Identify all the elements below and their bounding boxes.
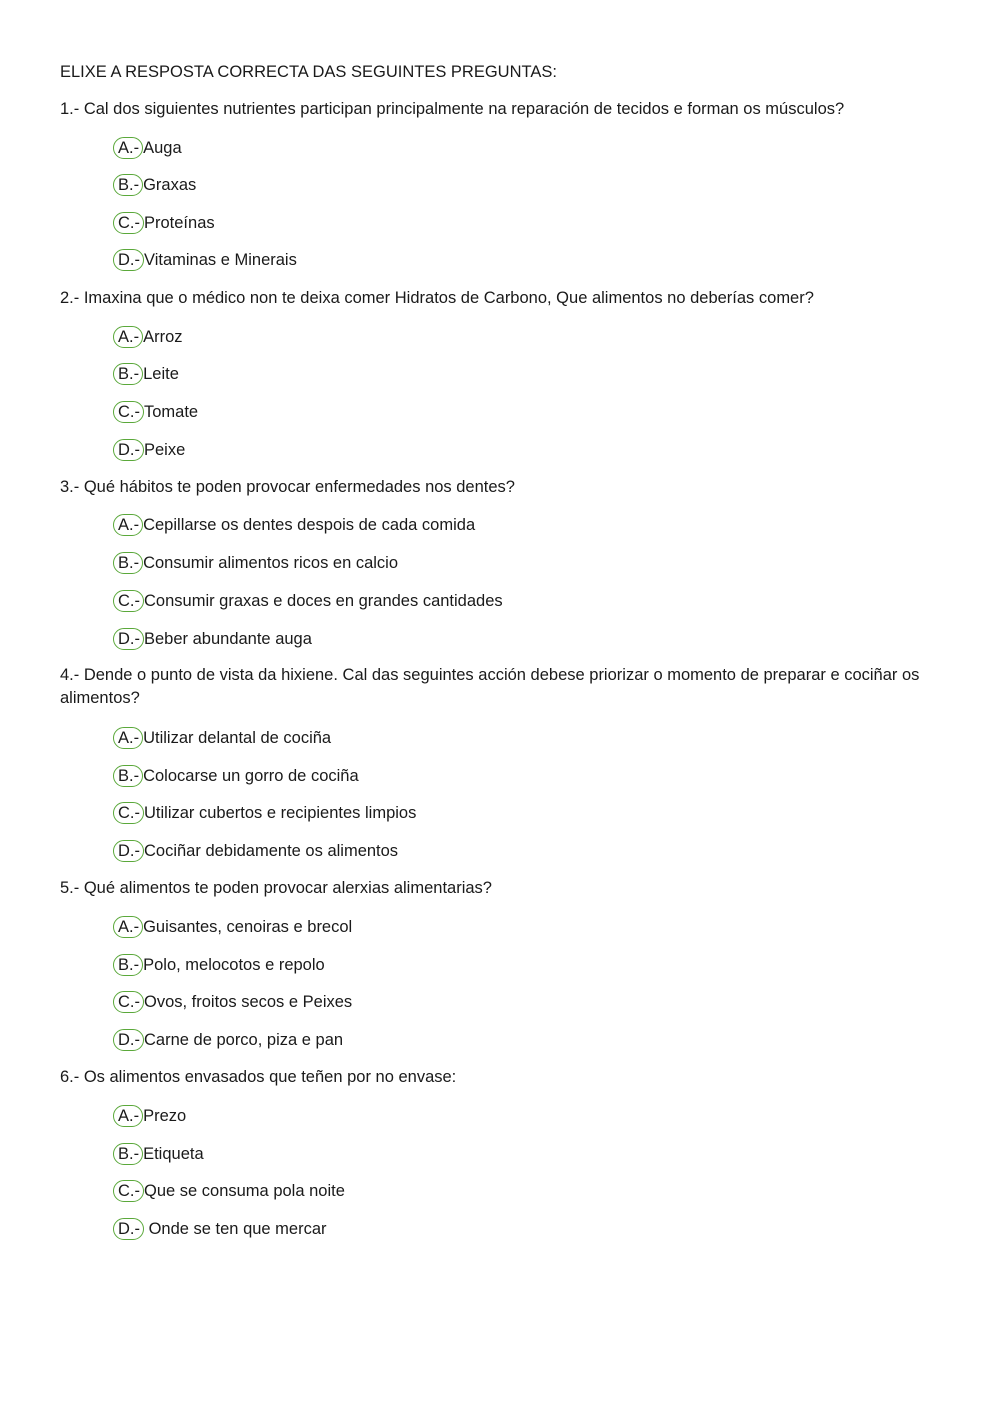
option-letter[interactable]: D.- [113, 1218, 144, 1240]
q1-option-a[interactable] [113, 136, 182, 160]
option-text: Carne de porco, piza e pan [144, 1031, 344, 1049]
option-text: Consumir graxas e doces en grandes cantidades [144, 592, 503, 610]
option-letter[interactable]: C.- [113, 802, 144, 824]
option-letter[interactable]: C.- [113, 401, 144, 423]
option-letter[interactable]: B.- [113, 363, 143, 385]
option-letter[interactable]: A.- [113, 1105, 143, 1127]
q2-option-d[interactable] [113, 438, 185, 462]
q4-option-b[interactable] [113, 764, 359, 788]
q6-option-d[interactable] [113, 1217, 327, 1241]
q2-option-b[interactable] [113, 362, 179, 386]
option-text: Polo, melocotos e repolo [143, 956, 325, 974]
option-letter[interactable]: D.- [113, 439, 144, 461]
option-letter[interactable]: D.- [113, 249, 144, 271]
q4-option-c[interactable] [113, 801, 416, 825]
option-text: Cepillarse os dentes despois de cada comida [143, 516, 476, 534]
option-letter[interactable]: D.- [113, 840, 144, 862]
option-letter[interactable]: C.- [113, 1180, 144, 1202]
q6-option-c[interactable] [113, 1179, 345, 1203]
q4-option-a[interactable] [113, 726, 331, 750]
option-text: Peixe [144, 441, 186, 459]
q3-option-a[interactable] [113, 513, 475, 537]
option-text: Etiqueta [143, 1145, 204, 1163]
option-text: Guisantes, cenoiras e brecol [143, 918, 353, 936]
option-letter[interactable]: C.- [113, 212, 144, 234]
option-letter[interactable]: B.- [113, 1143, 143, 1165]
option-text: Leite [143, 365, 179, 383]
option-letter[interactable]: C.- [113, 991, 144, 1013]
q2-option-a[interactable] [113, 325, 183, 349]
option-letter[interactable]: D.- [113, 1029, 144, 1051]
q4-option-d[interactable] [113, 839, 398, 863]
q3-option-d[interactable] [113, 627, 312, 651]
q6-option-a[interactable] [113, 1104, 186, 1128]
option-letter[interactable]: A.- [113, 326, 143, 348]
option-text: Auga [143, 139, 182, 157]
q5-option-d[interactable] [113, 1028, 343, 1052]
option-text: Consumir alimentos ricos en calcio [143, 554, 399, 572]
option-text: Arroz [143, 328, 183, 346]
q1-option-c[interactable] [113, 211, 215, 235]
option-letter[interactable]: B.- [113, 174, 143, 196]
question-2: 2.- Imaxina que o médico non te deixa comer Hidratos de Carbono, Que alimentos no deberías comer? [60, 289, 814, 307]
option-letter[interactable]: C.- [113, 590, 144, 612]
option-letter[interactable]: A.- [113, 916, 143, 938]
q6-option-b[interactable] [113, 1142, 204, 1166]
option-letter[interactable]: B.- [113, 765, 143, 787]
page-title: ELIXE A RESPOSTA CORRECTA DAS SEGUINTES PREGUNTAS: [60, 63, 557, 81]
option-letter[interactable]: D.- [113, 628, 144, 650]
question-5: 5.- Qué alimentos te poden provocar alerxias alimentarias? [60, 879, 492, 897]
option-text: Proteínas [144, 214, 215, 232]
option-text: Colocarse un gorro de cociña [143, 767, 359, 785]
question-4: 4.- Dende o punto de vista da hixiene. Cal das seguintes acción debese priorizar o momento de preparar e cociñar os alimentos? [60, 666, 920, 707]
option-text: Utilizar cubertos e recipientes limpios [144, 804, 417, 822]
q3-option-b[interactable] [113, 551, 398, 575]
option-letter[interactable]: B.- [113, 954, 143, 976]
option-letter[interactable]: B.- [113, 552, 143, 574]
option-text: Vitaminas e Minerais [144, 251, 297, 269]
option-text: Beber abundante auga [144, 630, 312, 648]
option-text: Ovos, froitos secos e Peixes [144, 993, 353, 1011]
option-text: Onde se ten que mercar [144, 1220, 327, 1238]
question-1: 1.- Cal dos siguientes nutrientes participan principalmente na reparación de tecidos e forman os músculos? [60, 100, 845, 118]
question-3: 3.- Qué hábitos te poden provocar enfermedades nos dentes? [60, 478, 515, 496]
option-text: Utilizar delantal de cociña [143, 729, 332, 747]
option-text: Cociñar debidamente os alimentos [144, 842, 399, 860]
q1-option-d[interactable] [113, 248, 297, 272]
q1-option-b[interactable] [113, 173, 196, 197]
option-letter[interactable]: A.- [113, 727, 143, 749]
option-text: Graxas [143, 176, 197, 194]
option-letter[interactable]: A.- [113, 514, 143, 536]
option-text: Que se consuma pola noite [144, 1182, 345, 1200]
option-letter[interactable]: A.- [113, 137, 143, 159]
q5-option-b[interactable] [113, 953, 325, 977]
option-text: Prezo [143, 1107, 187, 1125]
option-text: Tomate [144, 403, 199, 421]
question-6: 6.- Os alimentos envasados que teñen por no envase: [60, 1068, 457, 1086]
q2-option-c[interactable] [113, 400, 198, 424]
q3-option-c[interactable] [113, 589, 503, 613]
q5-option-c[interactable] [113, 990, 352, 1014]
q5-option-a[interactable] [113, 915, 352, 939]
